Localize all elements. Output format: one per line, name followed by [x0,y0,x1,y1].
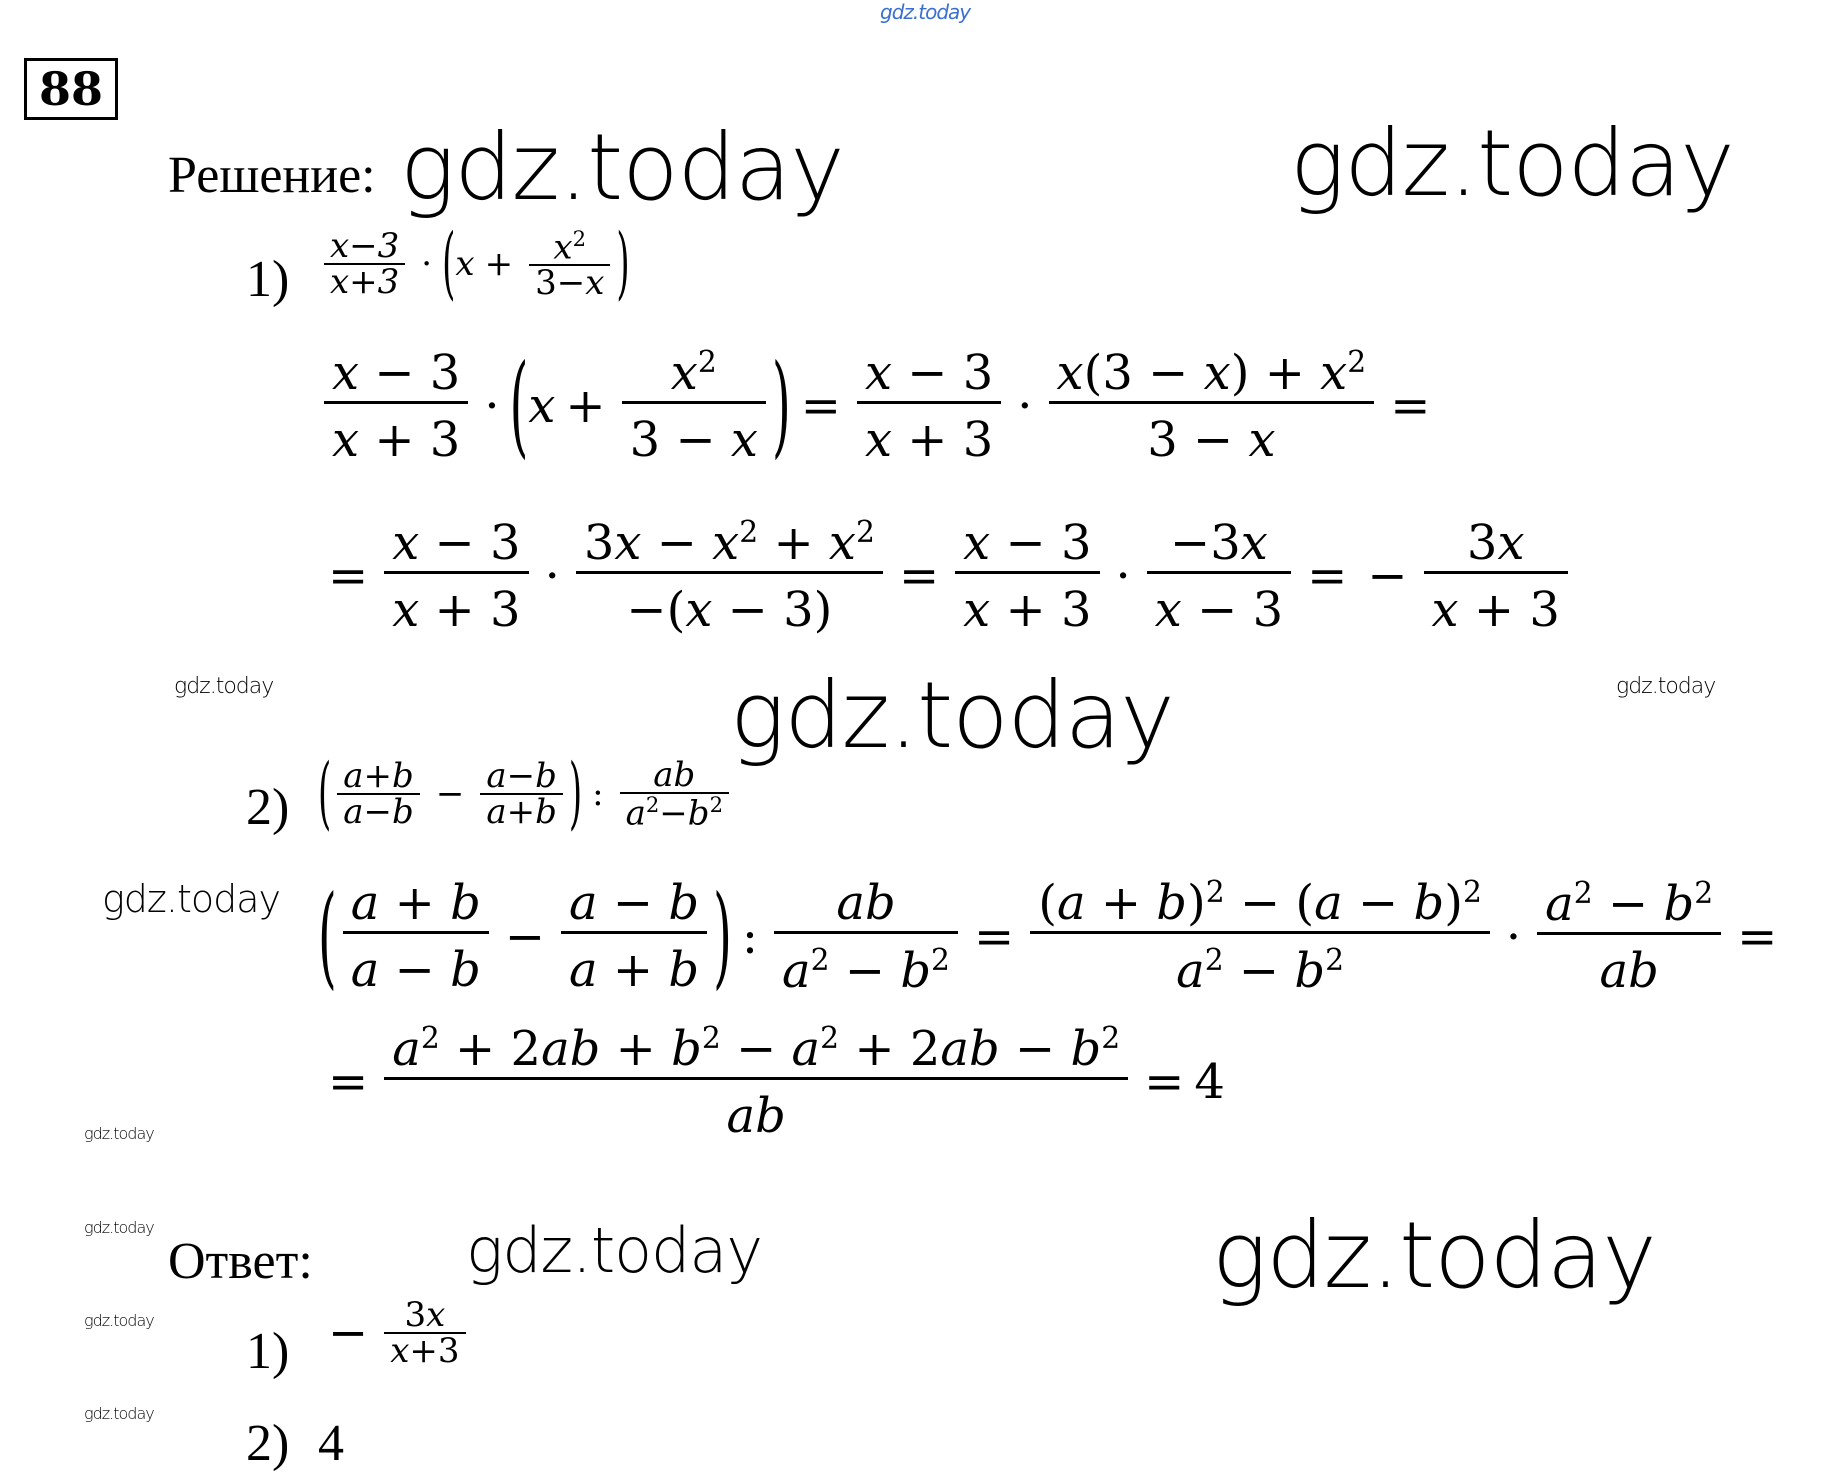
answer1-expression: − $\frac{3x}{x+3}$ [318,1298,472,1368]
answer2-number: 2) [246,1415,290,1472]
task2-step2: = $a^2 + 2ab + b^2 - a^2 + 2ab - b^2$ ab = 4 [328,1021,1225,1144]
task1-step1: x − 3 x + 3 · ( x + $x^2$ 3 − x ) = x − 3 x + 3 · $x(3 - x) + x^2$ 3 − x = [318,344,1440,468]
watermark-large-1: gdz.today [400,114,844,221]
task2-step1: ( a + b a − b − a − b a + b ) : ab $a^2 - b^2$ = $(a + b)^2 - (a - b)^2$ $a^2 - b^2$ · $a^2 - b^2$ ab = [318,872,1778,1001]
answer1-number: 1) [246,1323,290,1380]
answer-label: Ответ: [168,1233,313,1290]
watermark-small-1: gdz.today [174,674,274,699]
task1-number: 1) [246,251,290,308]
task1-step2: = x − 3 x + 3 · $3x - x^2 + x^2$ −(x − 3) = x − 3 x + 3 · −3x x − 3 = − 3x x + 3 [318,514,1574,638]
answer2-value: 4 [318,1415,344,1472]
watermark-tiny-3: gdz.today [84,1311,154,1330]
problem-number: 88 [24,58,118,120]
watermark-small-2: gdz.today [1616,674,1716,699]
watermark-large-2: gdz.today [1290,110,1734,217]
watermark-tiny-2: gdz.today [84,1218,154,1237]
watermark-tiny-1: gdz.today [84,1124,154,1143]
task2-number: 2) [246,779,290,836]
watermark-medium-2: gdz.today [466,1214,763,1287]
task1-expression: $\frac{x-3}{x+3}$ · ( x + $\frac{x^2}{3-x}$ ) [318,228,630,300]
task2-result: 4 [1194,1054,1225,1110]
watermark-top: gdz.today [880,0,971,24]
task2-expression: ( $\frac{a+b}{a-b}$ − $\frac{a-b}{a+b}$ ) : $\frac{ab}{a^2-b^2}$ [318,758,735,830]
watermark-large-4: gdz.today [1212,1202,1656,1309]
watermark-medium-1: gdz.today [102,877,280,921]
solution-label: Решение: [168,147,376,204]
watermark-large-3: gdz.today [730,662,1174,769]
watermark-tiny-4: gdz.today [84,1404,154,1423]
